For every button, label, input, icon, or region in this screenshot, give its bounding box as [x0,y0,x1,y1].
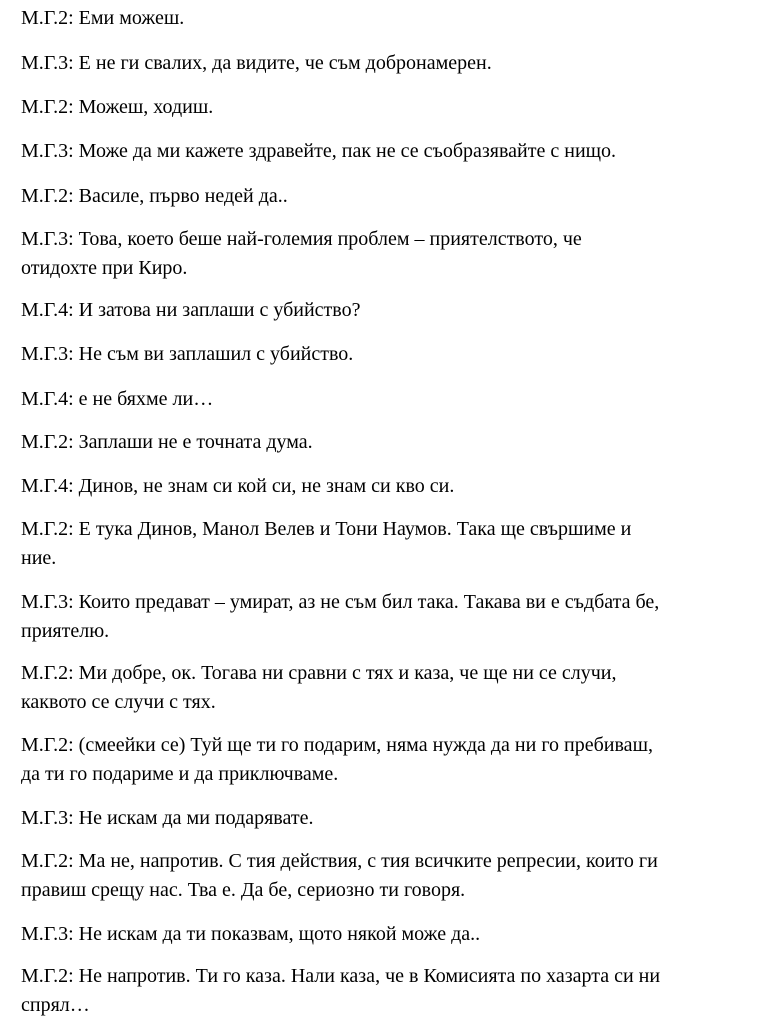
line-text: Не съм ви заплашил с убийство. [78,343,354,365]
speaker-label: М.Г.2: [21,965,74,987]
line-text: Заплаши не е точната дума. [78,431,313,453]
speaker-label: М.Г.2: [21,7,74,29]
line-text: И затова ни заплаши с убийство? [78,299,361,321]
speaker-label: М.Г.2: [21,518,74,540]
speaker-label: М.Г.3: [21,228,74,250]
transcript-line [21,804,741,833]
line-text: Е не ги свалих, да видите, че съм добронамерен. [78,52,492,74]
speaker-label: М.Г.2: [21,734,74,756]
line-text: е не бяхме ли… [78,388,214,410]
speaker-label: М.Г.3: [21,52,74,74]
transcript-line [21,225,741,283]
transcript-line [21,659,741,717]
speaker-label: М.Г.2: [21,850,74,872]
transcript-line [21,428,741,457]
line-text: Които предават – умират, аз не съм бил така. Такава ви е съдбата бе, приятелю. [21,591,660,642]
transcript-line [21,588,741,646]
transcript-line [21,920,741,949]
line-text: Това, което беше най-големия проблем – приятелството, че отидохте при Киро. [21,228,582,279]
speaker-label: М.Г.3: [21,140,74,162]
speaker-label: М.Г.4: [21,388,74,410]
speaker-label: М.Г.3: [21,807,74,829]
line-text: Не искам да ти показвам, щото някой може да.. [78,923,481,945]
transcript-line [21,49,741,78]
transcript-line [21,962,741,1020]
line-text: Не искам да ми подарявате. [78,807,314,829]
line-text: Еми можеш. [78,7,185,29]
line-text: Не напротив. Ти го каза. Нали каза, че в Комисията по хазарта си ни спрял… [21,965,661,1016]
transcript-line [21,296,741,325]
speaker-label: М.Г.3: [21,923,74,945]
transcript-line [21,4,741,33]
line-text: Ма не, напротив. С тия действия, с тия всичките репресии, които ги правиш срещу нас. Тва е. Да бе, сериозно ти говоря. [21,850,658,901]
line-text: Можеш, ходиш. [78,96,214,118]
transcript-line [21,137,741,166]
speaker-label: М.Г.2: [21,662,74,684]
line-text: Динов, не знам си кой си, не знам си кво си. [78,475,455,497]
speaker-label: М.Г.2: [21,185,74,207]
speaker-label: М.Г.4: [21,475,74,497]
transcript-line [21,472,741,501]
transcript-line [21,731,741,789]
speaker-label: М.Г.4: [21,299,74,321]
line-text: Ми добре, ок. Тогава ни сравни с тях и каза, че ще ни се случи, каквото се случи с тях. [21,662,617,713]
line-text: (смеейки се) Туй ще ти го подарим, няма нужда да ни го пребиваш, да ти го подариме и да приключваме. [21,734,653,785]
line-text: Може да ми кажете здравейте, пак не се съобразявайте с нищо. [78,140,617,162]
speaker-label: М.Г.3: [21,591,74,613]
transcript-line [21,182,741,211]
transcript-line [21,515,741,573]
line-text: Е тука Динов, Манол Велев и Тони Наумов. Така ще свършиме и ние. [21,518,632,569]
transcript-line [21,385,741,414]
speaker-label: М.Г.2: [21,96,74,118]
transcript-line [21,93,741,122]
line-text: Василе, първо недей да.. [78,185,288,207]
speaker-label: М.Г.2: [21,431,74,453]
speaker-label: М.Г.3: [21,343,74,365]
transcript-line [21,340,741,369]
transcript-line [21,847,741,905]
